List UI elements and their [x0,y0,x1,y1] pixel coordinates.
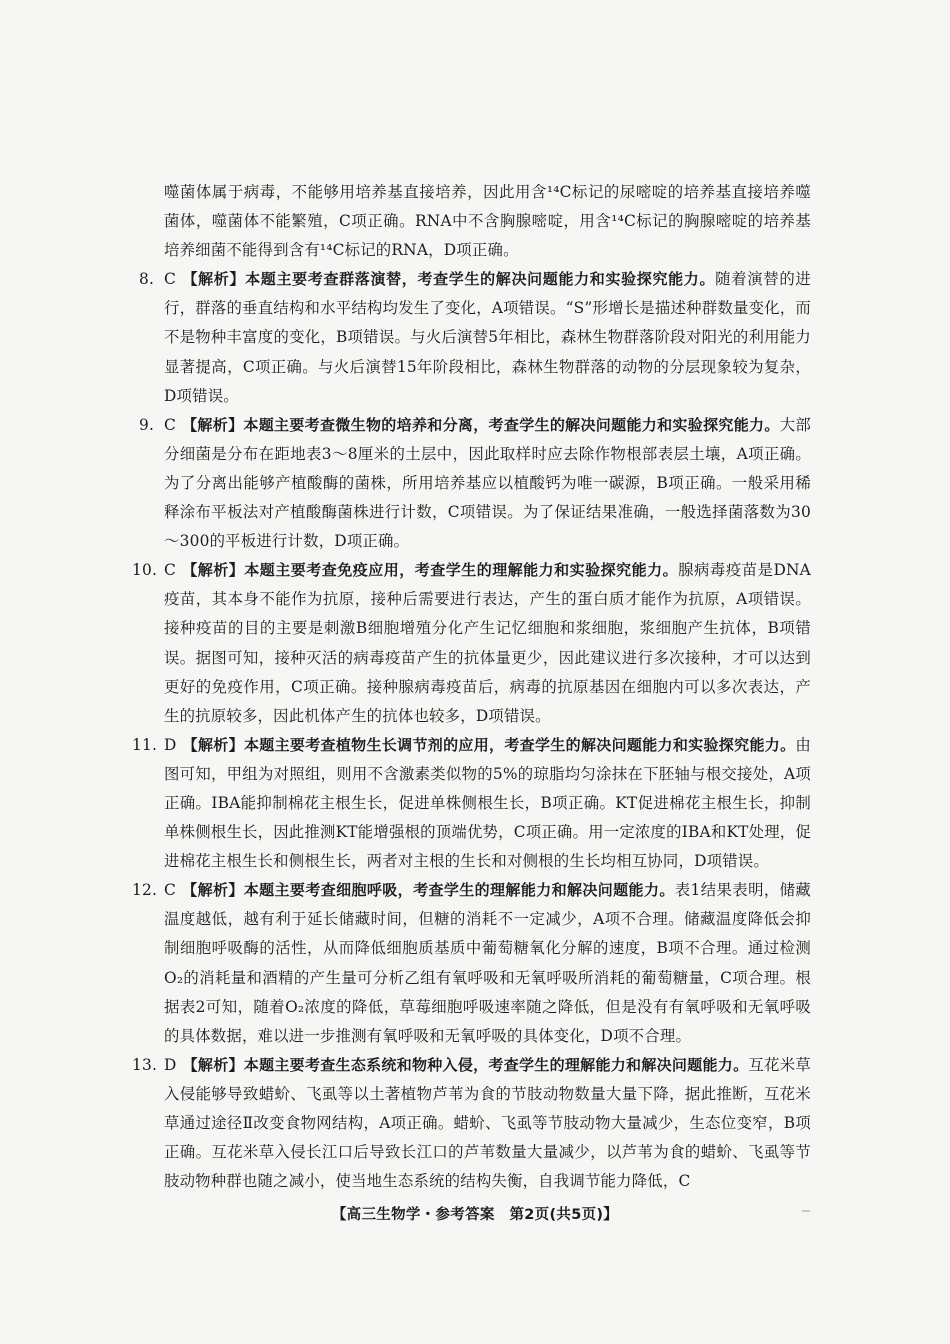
answer-item-11 [132,731,811,876]
item-analysis-heading: 【解析】本题主要考查群落演替，考查学生的解决问题能力和实验探究能力。 [181,270,716,289]
item-answer: C [164,415,176,434]
item-answer: D [164,1055,177,1074]
item-number: 8. [139,270,155,289]
page-footer: 【高三生物学・参考答案 第2页(共5页)】 [331,1207,619,1223]
item-analysis-heading: 【解析】本题主要考查微生物的培养和分离，考查学生的解决问题能力和实验探究能力。 [181,415,780,434]
item-analysis-heading: 【解析】本题主要考查免疫应用，考查学生的理解能力和实验探究能力。 [181,561,679,580]
item-analysis-text: 表1结果表明，储藏温度越低，越有利于延长储藏时间，但糖的消耗不一定减少，A项不合理。储藏温度降低会抑制细胞呼吸酶的活性，从而降低细胞质基质中葡萄糖氧化分解的速度，B项不合理。通过检测O₂的消耗量和酒精的产生量可分析乙组有氧呼吸和无氧呼吸所消耗的葡萄糖量，C项合理。根据表2可知，随着O₂浓度的降低，草莓细胞呼吸速率随之降低，但是没有有氧呼吸和无氧呼吸的具体数据，难以进一步推测有氧呼吸和无氧呼吸的具体变化，D项不合理。 [164,881,812,1045]
item-answer: C [164,561,176,580]
item-analysis-text: 腺病毒疫苗是DNA疫苗，其本身不能作为抗原，接种后需要进行表达，产生的蛋白质才能作为抗原，A项错误。接种疫苗的目的主要是刺激B细胞增殖分化产生记忆细胞和浆细胞，浆细胞产生抗体，B项错误。据图可知，接种灭活的病毒疫苗产生的抗体量更少，因此建议进行多次接种，才可以达到更好的免疫作用，C项正确。接种腺病毒疫苗后，病毒的抗原基因在细胞内可以多次表达，产生的抗原较多，因此机体产生的抗体也较多，D项错误。 [164,561,811,725]
item-analysis-text: 互花米草入侵能够导致蜡蚧、飞虱等以土著植物芦苇为食的节肢动物数量大量下降，据此推断，互花米草通过途径Ⅱ改变食物网结构，A项正确。蜡蚧、飞虱等节肢动物大量减少，生态位变窄，B项正确。互花米草入侵长江口后导致长江口的芦苇数量大量减少，以芦苇为食的蜡蚧、飞虱等节肢动物种群也随之减小，使当地生态系统的结构失衡，自我调节能力降低，C [164,1055,811,1191]
item-analysis-heading: 【解析】本题主要考查生态系统和物种入侵，考查学生的理解能力和解决问题能力。 [182,1055,749,1074]
item-answer: C [164,270,176,289]
item-answer: C [164,881,176,900]
answer-item-10 [132,556,811,731]
item-analysis-heading: 【解析】本题主要考查植物生长调节剂的应用，考查学生的解决问题能力和实验探究能力。 [182,735,796,754]
item-analysis-text: 随着演替的进行，群落的垂直结构和水平结构均发生了变化，A项错误。“S”形增长是描述种群数量变化，而不是物种丰富度的变化，B项错误。与火后演替5年相比，森林生物群落阶段对阳光的利用能力显著提高，C项正确。与火后演替15年阶段相比，森林生物群落的动物的分层现象较为复杂，D项错误。 [164,270,812,405]
item-analysis-text: 由图可知，甲组为对照组，则用不含激素类似物的5%的琼脂均匀涂抹在下胚轴与根交接处，A项正确。IBA能抑制棉花主根生长，促进单株侧根生长，B项正确。KT促进棉花主根生长，抑制单株侧根生长，因此推测KT能增强根的顶端优势，C项正确。用一定浓度的IBA和KT处理，促进棉花主根生长和侧根生长，两者对主根的生长和对侧根的生长均相互协同，D项错误。 [164,735,811,871]
item-analysis-text: 大部分细菌是分布在距地表3～8厘米的土层中，因此取样时应去除作物根部表层土壤，A项正确。为了分离出能够产植酸酶的菌株，所用培养基应以植酸钙为唯一碳源，B项正确。一般采用稀释涂布平板法对产植酸酶菌株进行计数，C项错误。为了保证结果准确，一般选择菌落数为30～300的平板进行计数，D项正确。 [164,415,811,551]
item-number: 13. [132,1055,158,1074]
answer-item-12 [132,876,812,1051]
item-number: 12. [132,881,158,900]
item-number: 9. [139,415,155,434]
answer-item-8 [139,265,811,410]
item-number: 11. [132,735,158,754]
answer-content [132,178,812,1196]
answer-item-9 [139,411,811,556]
item-answer: D [164,735,177,754]
item-number: 10. [132,561,158,580]
continuation-paragraph: 噬菌体属于病毒，不能够用培养基直接培养，因此用含¹⁴C标记的尿嘧啶的培养基直接培养噬菌体，噬菌体不能繁殖，C项正确。RNA中不含胸腺嘧啶，用含¹⁴C标记的胸腺嘧啶的培养基培养细菌不能得到含有¹⁴C标记的RNA，D项正确。 [164,183,811,260]
corner-mark [802,1210,810,1212]
item-analysis-heading: 【解析】本题主要考查细胞呼吸，考查学生的理解能力和解决问题能力。 [181,881,675,900]
answer-item-13 [132,1051,811,1196]
